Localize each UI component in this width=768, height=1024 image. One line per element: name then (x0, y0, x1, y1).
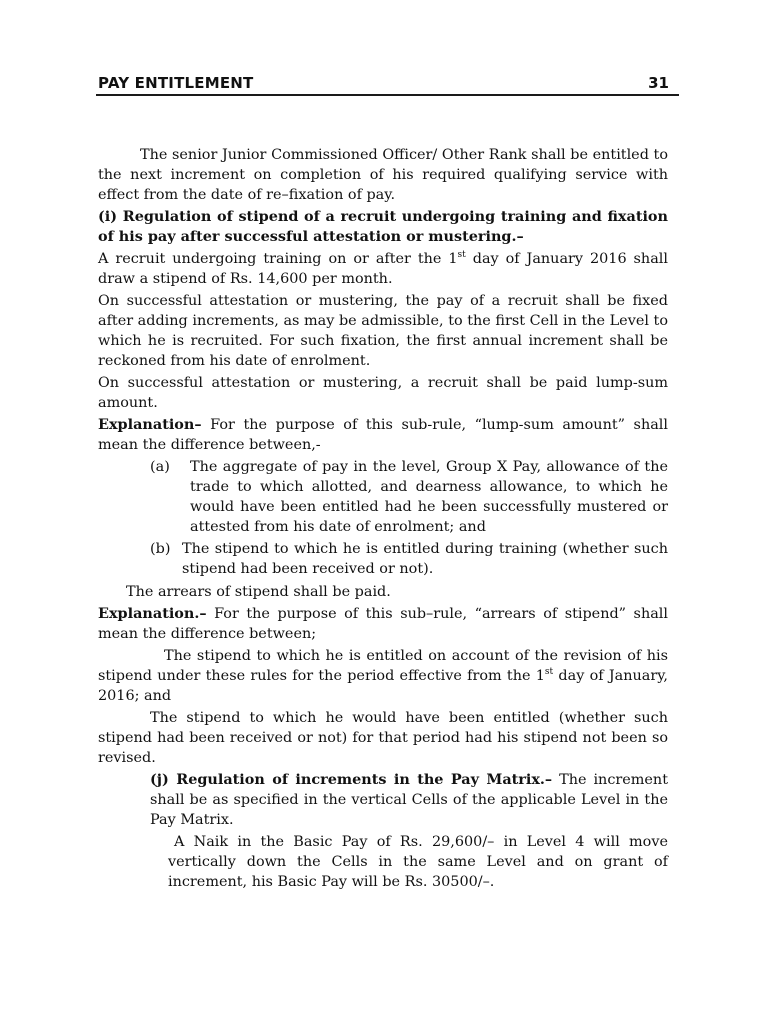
list-marker: (b) (150, 541, 171, 557)
paragraph-recruit-stipend (98, 249, 668, 289)
paragraph-pay-fixation: On successful attestation or mustering, the pay of a recruit shall be fixed after adding increments, as may be admissible, to the first Cell in the Level to which he is recruited. For such fixation, the first annual increment shall be reckoned from his date of enrolment. (98, 293, 668, 369)
section-j-block (98, 770, 668, 892)
text-segment: day of January 2016 shall draw a stipend of Rs. 14,600 per month. (98, 251, 668, 287)
document-body (98, 145, 668, 894)
explanation-text: For the purpose of this sub–rule, “arrears of stipend” shall mean the difference between; (98, 606, 668, 642)
list-item-b (98, 539, 668, 579)
explanation-lump-sum (98, 415, 668, 455)
page-header (96, 72, 679, 96)
explanation-text: For the purpose of this sub-rule, “lump-sum amount” shall mean the difference between,- (98, 417, 668, 453)
paragraph-senior-jco: The senior Junior Commissioned Officer/ Other Rank shall be entitled to the next increment on completion of his required qualifying service with effect from the date of re–fixation of pay. (98, 147, 668, 203)
text-segment: The stipend to which he is entitled on account of the revision of his stipend under these rules for the period effective from the 1 (98, 648, 668, 684)
section-j-text: The increment shall be as specified in the vertical Cells of the applicable Level in the Pay Matrix. (150, 772, 668, 828)
section-j-paragraph (150, 770, 668, 830)
section-j-heading: (j) Regulation of increments in the Pay Matrix.– (150, 771, 553, 788)
page-number: 31 (648, 74, 669, 92)
section-i-heading: (i) Regulation of stipend of a recruit undergoing training and fixation of his pay after successful attestation or mustering.– (98, 208, 668, 245)
paragraph-naik-example: A Naik in the Basic Pay of Rs. 29,600/– in Level 4 will move vertically down the Cells in the same Level and on grant of increment, his Basic Pay will be Rs. 30500/–. (168, 834, 668, 890)
text-segment: day of January, 2016; and (98, 668, 668, 704)
explanation-label: Explanation– (98, 416, 202, 433)
list-item-a (98, 457, 668, 537)
paragraph-arrears: The arrears of stipend shall be paid. (126, 584, 391, 600)
paragraph-stipend-entitled: The stipend to which he would have been entitled (whether such stipend had been received or not) for that period had his stipend not been so revised. (98, 710, 668, 766)
list-item-text: The aggregate of pay in the level, Group X Pay, allowance of the trade to which allotted, and dearness allowance, to which he would have been entitled had he been successfully mustered or attested from his date of enrolment; and (190, 459, 668, 535)
paragraph-stipend-revision (98, 646, 668, 706)
ordinal-suffix: st (544, 667, 554, 678)
explanation-arrears (98, 604, 668, 644)
paragraph-lump-sum: On successful attestation or mustering, a recruit shall be paid lump-sum amount. (98, 375, 668, 411)
explanation-label: Explanation.– (98, 605, 207, 622)
list-item-text: The stipend to which he is entitled during training (whether such stipend had been received or not). (182, 541, 668, 577)
list-marker: (a) (150, 459, 170, 475)
chapter-title: PAY ENTITLEMENT (98, 74, 254, 92)
ordinal-suffix: st (457, 250, 466, 261)
text-segment: A recruit undergoing training on or after the 1 (98, 251, 458, 267)
